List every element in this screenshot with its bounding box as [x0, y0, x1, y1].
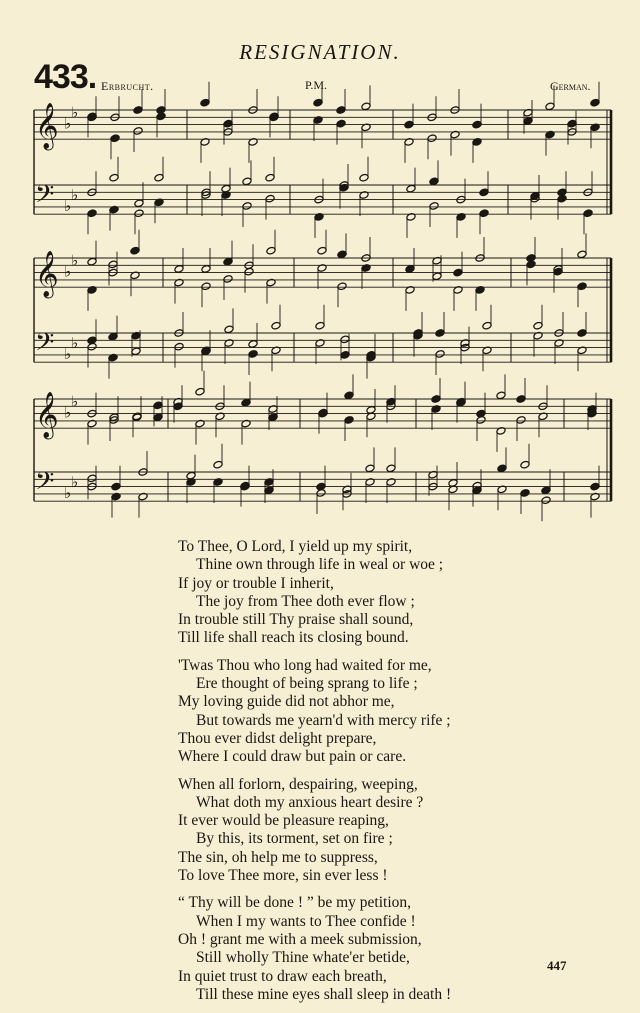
note-head	[134, 199, 144, 208]
verse-line: What doth my anxious heart desire ?	[196, 793, 424, 811]
note-head	[577, 282, 587, 291]
note-head	[156, 112, 166, 121]
note-head	[590, 482, 600, 491]
flat-icon: ♭	[71, 103, 79, 122]
note-head	[541, 486, 551, 495]
note-head	[242, 177, 252, 186]
note-head	[520, 489, 530, 498]
flat-icon: ♭	[71, 333, 79, 352]
note-head	[435, 329, 445, 338]
note-head	[497, 464, 507, 473]
verse-line: Ere thought of being sprang to life ;	[196, 675, 418, 693]
verse-line: Thou ever didst delight prepare,	[178, 729, 377, 747]
note-head	[337, 282, 347, 291]
note-head	[516, 395, 526, 404]
note-head	[201, 265, 211, 274]
note-head	[577, 250, 587, 259]
note-head	[201, 282, 211, 291]
bass-clef-icon: 𝄢	[35, 328, 55, 363]
note-head	[590, 98, 600, 107]
note-head	[153, 413, 163, 422]
page-number: 447	[547, 958, 567, 973]
verse-line: By this, its torment, set on fire ;	[196, 830, 393, 848]
verse-line: Till life shall reach its closing bound.	[178, 629, 409, 647]
flat-icon: ♭	[64, 114, 72, 133]
note-head	[340, 335, 350, 344]
note-head	[110, 134, 120, 143]
note-head	[195, 387, 205, 396]
note-head	[429, 177, 439, 186]
note-head	[429, 202, 439, 211]
flat-icon: ♭	[71, 185, 79, 204]
treble-clef-icon: 𝄞	[35, 392, 59, 438]
bass-clef-icon: 𝄢	[35, 467, 55, 502]
note-head	[361, 102, 371, 111]
verse-line: My loving guide did not abhor me,	[178, 693, 395, 711]
tune-origin: German.	[550, 79, 591, 93]
flat-icon: ♭	[71, 251, 79, 270]
note-head	[174, 265, 184, 274]
hymn-title: RESIGNATION.	[239, 40, 401, 64]
stanza	[178, 657, 598, 767]
verse-line: In quiet trust to draw each breath,	[178, 967, 387, 985]
tune-name: Erbrucht.	[101, 79, 154, 93]
note-head	[108, 260, 118, 269]
note-head	[431, 395, 441, 404]
note-head	[133, 127, 143, 136]
verse-line: “ Thy will be done ! ” be my petition,	[178, 894, 412, 912]
note-head	[405, 265, 415, 274]
verse-line: The sin, oh help me to suppress,	[178, 848, 378, 866]
verse-line: When all forlorn, despairing, weeping,	[178, 775, 418, 793]
note-head	[268, 413, 278, 422]
note-head	[482, 321, 492, 330]
note-head	[313, 98, 323, 107]
note-head	[545, 102, 555, 111]
note-head	[520, 460, 530, 469]
flat-icon: ♭	[64, 403, 72, 422]
note-head	[213, 460, 223, 469]
note-head	[577, 329, 587, 338]
treble-clef-icon: 𝄞	[35, 103, 59, 149]
note-head	[200, 98, 210, 107]
note-head	[240, 481, 250, 490]
note-head	[111, 482, 121, 491]
note-head	[365, 464, 375, 473]
note-head	[223, 257, 233, 266]
verse-line: It ever would be pleasure reaping,	[178, 812, 389, 830]
verse-line: In trouble still Thy praise shall sound,	[178, 611, 414, 629]
note-head	[435, 350, 445, 359]
note-head	[87, 342, 97, 351]
note-head	[496, 391, 506, 400]
verse-line: Till these mine eyes shall sleep in death !	[196, 985, 452, 1003]
note-head	[336, 106, 346, 115]
note-head	[133, 106, 143, 115]
note-head	[223, 119, 233, 128]
flat-icon: ♭	[64, 262, 72, 281]
note-head	[337, 250, 347, 259]
note-head	[432, 272, 442, 281]
verse-line: The joy from Thee doth ever flow ;	[196, 592, 415, 610]
note-head	[223, 275, 233, 284]
treble-clef-icon: 𝄞	[35, 251, 59, 297]
stanza	[178, 894, 598, 1004]
verse-line: Where I could draw but pain or care.	[178, 748, 407, 766]
note-head	[154, 173, 164, 182]
note-head	[87, 474, 97, 483]
note-head	[533, 321, 543, 330]
verse-line: If joy or trouble I inherit,	[178, 574, 334, 592]
note-head	[472, 120, 482, 129]
note-head	[269, 112, 279, 121]
note-head	[248, 340, 258, 349]
note-head	[242, 202, 252, 211]
note-head	[265, 194, 275, 203]
note-head	[224, 325, 234, 334]
note-head	[567, 119, 577, 128]
note-head	[479, 188, 489, 197]
flat-icon: ♭	[64, 196, 72, 215]
note-head	[340, 351, 350, 360]
note-head	[87, 209, 97, 218]
note-head	[265, 173, 275, 182]
flat-icon: ♭	[64, 483, 72, 502]
note-head	[476, 416, 486, 425]
note-head	[583, 209, 593, 218]
note-head	[266, 246, 276, 255]
note-head	[336, 119, 346, 128]
note-head	[316, 489, 326, 498]
verse-line: 'Twas Thou who long had waited for me,	[178, 656, 432, 674]
note-head	[516, 416, 526, 425]
meter-label: P.M.	[305, 78, 328, 92]
verse-line: When I my wants to Thee confide !	[196, 912, 416, 930]
verse-line: To Thee, O Lord, I yield up my spirit,	[178, 538, 413, 555]
note-head	[315, 321, 325, 330]
stanza	[178, 776, 598, 886]
note-head	[108, 332, 118, 341]
note-head	[109, 173, 119, 182]
note-head	[244, 267, 254, 276]
hymn-verses	[178, 538, 598, 1013]
note-head	[344, 391, 354, 400]
bass-clef-icon: 𝄢	[35, 180, 55, 215]
flat-icon: ♭	[64, 344, 72, 363]
note-head	[153, 401, 163, 410]
note-head	[523, 117, 533, 126]
note-head	[317, 246, 327, 255]
note-head	[557, 194, 567, 203]
hymn-number: 433.	[34, 58, 97, 96]
note-head	[359, 173, 369, 182]
note-head	[241, 398, 251, 407]
note-head	[248, 350, 258, 359]
flat-icon: ♭	[71, 472, 79, 491]
note-head	[344, 416, 354, 425]
note-head	[526, 260, 536, 269]
note-head	[453, 268, 463, 277]
note-head	[131, 347, 141, 356]
verse-line: But towards me yearn'd with mercy rife ;	[196, 711, 451, 729]
verse-line: Oh ! grant me with a meek submission,	[178, 930, 422, 948]
note-head	[406, 184, 416, 193]
verse-line: Thine own through life in weal or woe ;	[196, 556, 444, 574]
note-head	[479, 209, 489, 218]
note-head	[541, 496, 551, 505]
note-head	[134, 209, 144, 218]
note-head	[404, 120, 414, 129]
note-head	[386, 464, 396, 473]
note-head	[271, 321, 281, 330]
note-head	[264, 486, 274, 495]
note-head	[130, 246, 140, 255]
note-head	[87, 257, 97, 266]
note-head	[174, 342, 184, 351]
verse-line: To love Thee more, sin ever less !	[178, 867, 388, 885]
flat-icon: ♭	[71, 392, 79, 411]
stanza	[178, 538, 598, 648]
note-head	[427, 134, 437, 143]
verse-line: Still wholly Thine whate'er betide,	[196, 949, 410, 967]
